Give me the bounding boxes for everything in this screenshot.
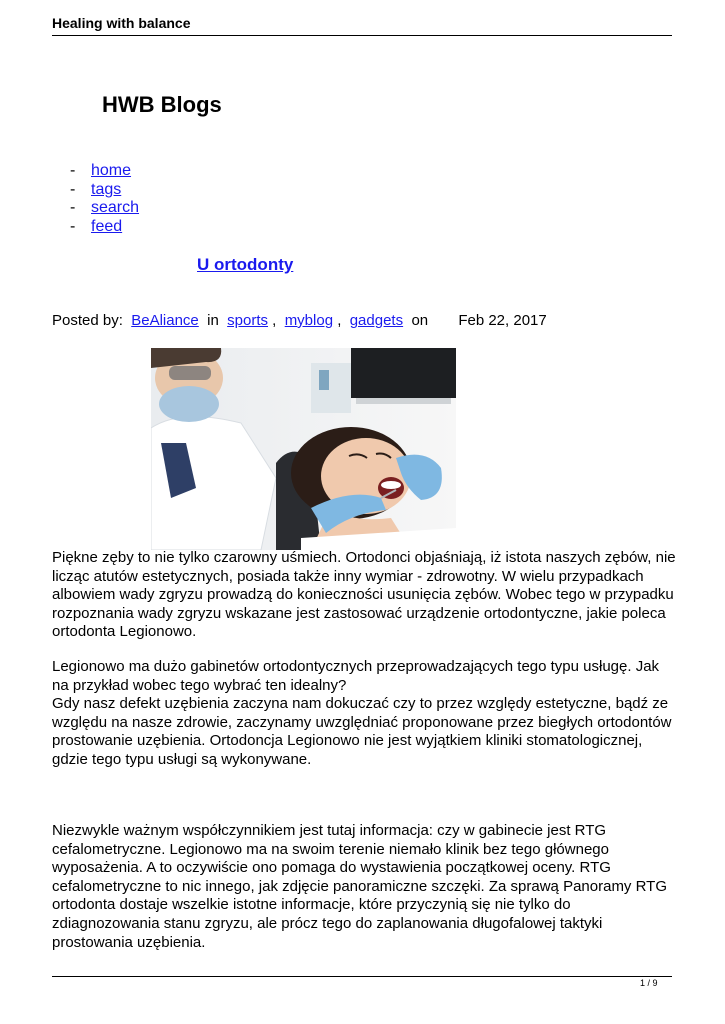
blog-title: HWB Blogs <box>102 92 222 117</box>
on-label: on <box>411 312 429 329</box>
main-nav <box>70 162 139 236</box>
paragraph-3: Gdy nasz defekt uzębienia zaczyna nam dokuczać czy to przez względy estetyczne, bądź ze względu na nasze zdrowie, zaczynamy uwzględniać proponowane przez biegłych ortodontów prostowanie uzębienia. Ortodoncja Legionowo nie jest wyjątkiem kliniki stomatologicznej, gdzie tego typu usługi są wykonywane. <box>52 695 672 768</box>
dentist-photo <box>151 348 456 550</box>
site-title: Healing with balance <box>52 15 191 31</box>
page-number: 1 / 9 <box>640 978 658 988</box>
posted-by-label: Posted by: <box>52 312 123 329</box>
paragraph-1: Piękne zęby to nie tylko czarowny uśmiech. Ortodonci objaśniają, iż istota naszych zębów, nie licząc atutów estetycznych, posiada także inny wymiar - zdrowotny. W wielu przypadkach albowiem wady zgryzu prowadzą do konieczności usunięcia zębów. Wobec tego w przypadku rozpoznania wady zgryzu wskazane jest zastosować urządzenie ortodontyczne, jakie poleca ortodonta Legionowo. <box>52 549 676 641</box>
tag-link-gadgets[interactable]: gadgets <box>349 312 404 329</box>
post-meta: Posted by: BeAliance in sports , myblog , gadgets on Feb 22, 2017 <box>52 312 547 329</box>
nav-link-search[interactable]: search <box>91 199 140 216</box>
nav-link-feed[interactable]: feed <box>91 217 123 235</box>
author-link[interactable]: BeAliance <box>131 312 199 329</box>
nav-item-home: - home <box>70 162 132 179</box>
nav-link-tags[interactable]: tags <box>91 180 122 198</box>
nav-link-home[interactable]: home <box>91 162 132 179</box>
paragraph-2-group <box>52 658 677 770</box>
in-label: in <box>207 312 219 329</box>
post-date: Feb 22, 2017 <box>458 312 547 329</box>
footer-divider <box>52 976 672 977</box>
paragraph-4: Niezwykle ważnym współczynnikiem jest tutaj informacja: czy w gabinecie jest RTG cefalometryczne. Legionowo ma na swoim terenie niemało klinik bez tego głównego wyposażenia. A to oczywiście ono pomaga do wystawienia początkowej oceny. RTG cefalometryczne to nic innego, jak zdjęcie panoramiczne szczęki. Za sprawą Panoramy RTG ortodonta dostaje wszelkie istotne informacje, które przyczynią się nie tylko do zdiagnozowania stanu zgryzu, ale prócz tego do zaplanowania długofalowej taktyki prostowania uzębienia. <box>52 822 667 951</box>
header-divider <box>52 35 672 36</box>
paragraph-2: Legionowo ma dużo gabinetów ortodontycznych przeprowadzających tego typu usługę. Jak na przykład wobec tego wybrać ten idealny? <box>52 658 660 694</box>
nav-item-search: - search <box>70 199 140 216</box>
tag-link-myblog[interactable]: myblog <box>284 312 334 329</box>
post-title-link[interactable]: U ortodonty <box>197 255 294 274</box>
nav-item-feed: - feed <box>70 217 123 235</box>
tag-link-sports[interactable]: sports <box>227 312 269 329</box>
nav-item-tags: - tags <box>70 180 122 198</box>
